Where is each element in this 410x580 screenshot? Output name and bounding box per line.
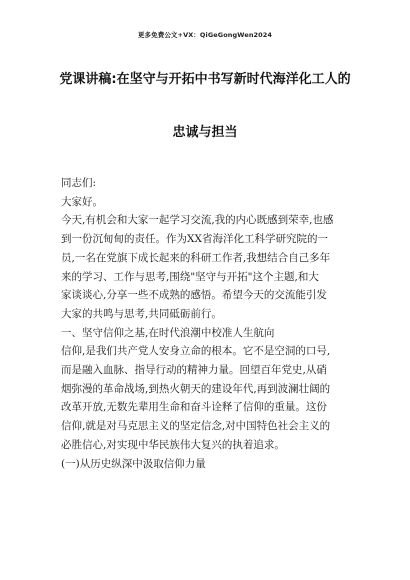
paragraph-line: 而是融入血脉、指导行动的精神力量。回望百年党史,从硝 (61, 364, 327, 377)
paragraph-line-salutation: 同志们: (61, 177, 97, 189)
section-heading: 一、坚守信仰之基,在时代浪潮中校准人生航向 (61, 326, 275, 339)
header-note: 更多免费公文+VX：QiGeGongWen2024 (137, 31, 273, 39)
body-text (61, 174, 353, 473)
paragraph-line: 信仰,是我们共产党人安身立命的根本。它不是空洞的口号, (61, 345, 331, 358)
paragraph-line: 烟弥漫的革命战场,到热火朝天的建设年代,再到波澜壮阔的 (61, 382, 331, 395)
paragraph-line: 今天,有机会和大家一起学习交流,我的内心既感到荣幸,也感 (61, 214, 334, 227)
subsection-heading: (一)从历史纵深中汲取信仰力量 (61, 457, 206, 470)
title-line-1: 党课讲稿:在坚守与开拓中书写新时代海洋化工人的 (59, 72, 351, 87)
paragraph-line: 改革开放,无数先辈用生命和奋斗诠释了信仰的重量。这份 (61, 401, 327, 414)
paragraph-line: 家谈谈心,分享一些不成熟的感悟。希望今天的交流能引发 (61, 289, 327, 302)
paragraph-line: 必胜信心,对实现中华民族伟大复兴的执着追求。 (61, 438, 285, 451)
paragraph-line: 大家的共鸣与思考,共同砥砺前行。 (61, 307, 222, 320)
title-line-2: 忠诚与担当 (172, 125, 238, 140)
paragraph-line: 到一份沉甸甸的责任。作为XX省海洋化工科学研究院的一 (61, 233, 328, 246)
paragraph-line: 信仰,就是对马克思主义的坚定信念,对中国特色社会主义的 (61, 420, 331, 433)
paragraph-line-greeting: 大家好。 (61, 195, 103, 208)
paragraph-line: 来的学习、工作与思考,围绕"坚守与开拓"这个主题,和大 (61, 270, 319, 283)
paragraph-line: 员,一名在党旗下成长起来的科研工作者,我想结合自己多年 (61, 251, 331, 264)
